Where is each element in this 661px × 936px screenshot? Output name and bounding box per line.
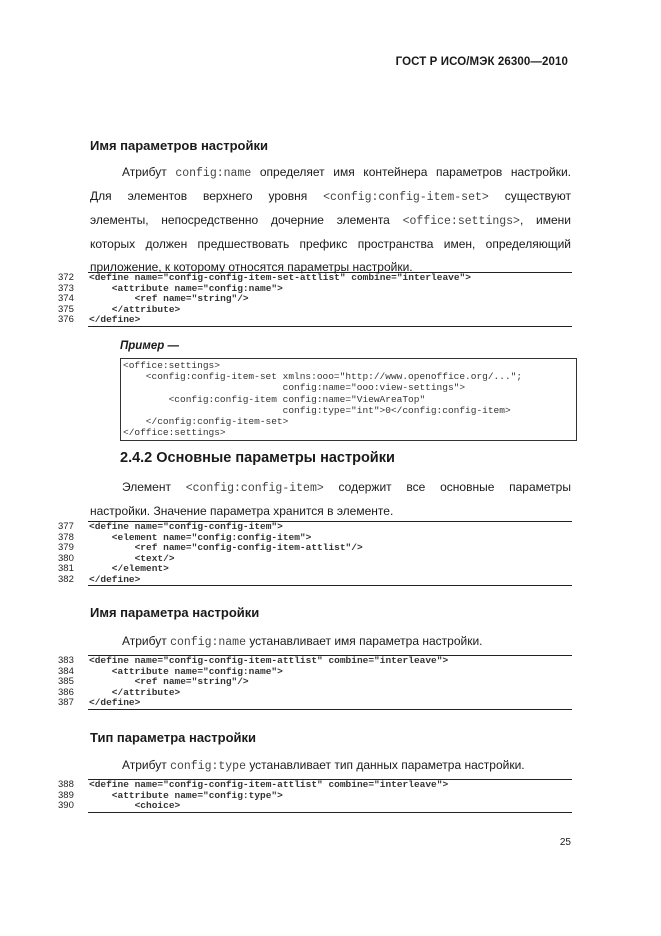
page-number: 25 bbox=[559, 837, 571, 848]
document-header: ГОСТ Р ИСО/МЭК 26300—2010 bbox=[395, 56, 568, 68]
section1-paragraph bbox=[90, 161, 571, 279]
code-rule-bottom bbox=[88, 585, 572, 586]
code-rule-bottom bbox=[88, 812, 572, 813]
inline-code: <config:config-item-set> bbox=[323, 191, 489, 204]
code-block-3 bbox=[58, 655, 572, 710]
section4-paragraph bbox=[90, 754, 571, 778]
code-text: <attribute name="config:type"> bbox=[89, 789, 283, 801]
code-block-2 bbox=[58, 521, 572, 586]
example-code-line: <office:settings> bbox=[123, 360, 220, 371]
code-text: </define> bbox=[89, 573, 141, 585]
section-title-basic-params: 2.4.2 Основные параметры настройки bbox=[120, 450, 395, 466]
example-code-line: config:type="int">0</config:config-item> bbox=[123, 404, 511, 416]
text: элементы, непосредственно дочерние элемента bbox=[90, 213, 403, 227]
code-lines bbox=[58, 780, 572, 812]
code-line bbox=[58, 780, 572, 791]
code-text: </element> bbox=[89, 563, 169, 574]
line-number: 385 bbox=[58, 676, 74, 687]
text: Атрибут bbox=[122, 634, 171, 648]
line-number: 378 bbox=[58, 531, 74, 543]
code-text: <attribute name="config:name"> bbox=[89, 282, 283, 294]
text: устанавливает тип данных параметра настройки. bbox=[245, 758, 525, 772]
code-rule-bottom bbox=[88, 709, 572, 710]
line-number: 390 bbox=[58, 800, 74, 811]
code-line bbox=[58, 543, 572, 554]
line-number: 380 bbox=[58, 552, 74, 564]
code-text: </attribute> bbox=[89, 303, 181, 315]
section3-paragraph bbox=[90, 630, 571, 654]
code-rule-bottom bbox=[88, 326, 572, 327]
example-code-line: <config:config-item config:name="ViewAreaTop" bbox=[123, 393, 426, 405]
code-block-1 bbox=[58, 272, 572, 327]
code-line bbox=[58, 564, 572, 575]
section-title-config-set-name: Имя параметров настройки bbox=[90, 138, 268, 153]
line-number: 383 bbox=[58, 655, 74, 666]
code-text: <attribute name="config:name"> bbox=[89, 665, 283, 677]
paragraph-line: приложение, к которому относятся параметры настройки. bbox=[90, 260, 413, 274]
code-text: <ref name="string"/> bbox=[89, 676, 249, 687]
line-number: 373 bbox=[58, 282, 74, 294]
line-number: 372 bbox=[58, 272, 74, 283]
text: устанавливает имя параметра настройки. bbox=[245, 634, 483, 648]
line-number: 384 bbox=[58, 665, 74, 677]
text: существуют bbox=[488, 189, 571, 203]
paragraph-line bbox=[90, 754, 571, 778]
line-number: 377 bbox=[58, 521, 74, 532]
code-line bbox=[58, 698, 572, 709]
line-number: 379 bbox=[58, 542, 74, 553]
example-code-line: config:name="ooo:view-settings"> bbox=[123, 382, 466, 394]
code-block-4 bbox=[58, 779, 572, 813]
example-label: Пример — bbox=[120, 340, 179, 352]
code-text: </define> bbox=[89, 697, 141, 708]
example-code-line: <config:config-item-set xmlns:ooo="http://www.openoffice.org/..."; bbox=[123, 371, 523, 383]
code-text: <define name="config-config-item"> bbox=[89, 521, 283, 532]
line-number: 376 bbox=[58, 314, 74, 325]
paragraph-line: которых должен предшествовать префикс пространства имен, определяющий bbox=[90, 237, 571, 251]
code-line bbox=[58, 273, 572, 284]
paragraph-line bbox=[90, 209, 571, 233]
line-number: 381 bbox=[58, 563, 74, 574]
paragraph-line bbox=[90, 185, 571, 209]
code-line bbox=[58, 656, 572, 667]
line-number: 386 bbox=[58, 686, 74, 698]
code-line bbox=[58, 677, 572, 688]
example-code-line: </config:config-item-set> bbox=[123, 416, 289, 428]
inline-code: config:name bbox=[175, 167, 252, 180]
line-number: 375 bbox=[58, 303, 74, 315]
code-text: <element name="config:config-item"> bbox=[89, 531, 312, 543]
line-number: 389 bbox=[58, 789, 74, 801]
code-text: <define name="config-config-item-attlist" combine="interleave"> bbox=[89, 655, 449, 666]
section-title-param-name: Имя параметра настройки bbox=[90, 605, 260, 620]
text: Для элементов верхнего уровня bbox=[90, 189, 324, 203]
code-line bbox=[58, 801, 572, 812]
code-text: <ref name="string"/> bbox=[89, 293, 249, 304]
section2-paragraph bbox=[90, 476, 571, 523]
text: Атрибут bbox=[122, 758, 171, 772]
paragraph-line bbox=[90, 161, 571, 185]
paragraph-line bbox=[90, 630, 571, 654]
code-lines bbox=[58, 273, 572, 326]
inline-code: config:type bbox=[170, 760, 246, 773]
code-line bbox=[58, 315, 572, 326]
code-line bbox=[58, 294, 572, 305]
code-text: </define> bbox=[89, 314, 141, 325]
code-text: <ref name="config-config-item-attlist"/> bbox=[89, 542, 363, 553]
paragraph-line bbox=[90, 476, 571, 500]
text: Атрибут bbox=[122, 165, 176, 179]
code-line bbox=[58, 575, 572, 586]
code-text: <text/> bbox=[89, 552, 175, 564]
code-text: </attribute> bbox=[89, 686, 181, 698]
text: , имени bbox=[519, 213, 572, 227]
code-text: <choice> bbox=[89, 800, 181, 811]
code-line bbox=[58, 522, 572, 533]
text: Элемент bbox=[122, 480, 186, 494]
code-text: <define name="config-config-item-attlist" combine="interleave"> bbox=[89, 779, 449, 790]
line-number: 388 bbox=[58, 779, 74, 790]
code-lines bbox=[58, 522, 572, 585]
section-title-param-type: Тип параметра настройки bbox=[90, 730, 257, 745]
inline-code: <config:config-item> bbox=[185, 482, 324, 495]
example-code-line: </office:settings> bbox=[123, 427, 226, 439]
paragraph-line: настройки. Значение параметра хранится в элементе. bbox=[90, 504, 394, 518]
text: содержит все основные параметры bbox=[323, 480, 571, 494]
code-lines bbox=[58, 656, 572, 709]
line-number: 374 bbox=[58, 293, 74, 304]
example-lines bbox=[123, 360, 574, 438]
line-number: 387 bbox=[58, 697, 74, 708]
example-box bbox=[120, 358, 577, 441]
text: определяет имя контейнера параметров настройки. bbox=[251, 165, 571, 179]
inline-code: <office:settings> bbox=[402, 215, 520, 228]
code-text: <define name="config-config-item-set-attlist" combine="interleave"> bbox=[89, 272, 471, 283]
inline-code: config:name bbox=[170, 636, 246, 649]
line-number: 382 bbox=[58, 573, 74, 585]
